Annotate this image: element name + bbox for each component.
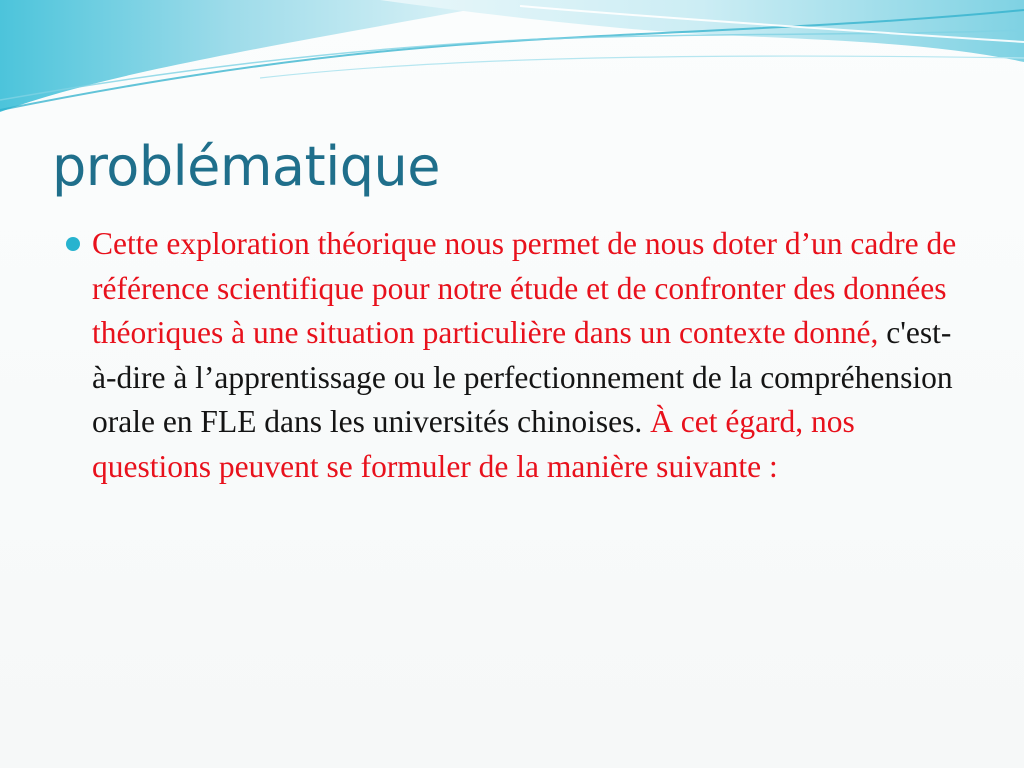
bullet-icon — [66, 237, 80, 251]
slide-title: problématique — [52, 135, 440, 198]
bullet-list — [64, 222, 964, 489]
bullet-item — [64, 222, 964, 489]
wave-header-decoration — [0, 0, 1024, 130]
bullet-text-highlight-1: Cette exploration théorique nous permet de nous doter d’un cadre de référence scientifique pour notre étude et de confronter des données théoriques à une situation particulière dans un contexte donné, — [92, 226, 957, 350]
bullet-text-body: c'est-à-dire à l’apprentissage ou le perfectionnement de la compréhension orale en FLE dans les universités chinoises. — [92, 315, 953, 439]
wave-line-3 — [260, 56, 1024, 78]
bullet-text-highlight-2: À cet égard, nos questions peuvent se formuler de la manière suivante : — [92, 404, 855, 484]
